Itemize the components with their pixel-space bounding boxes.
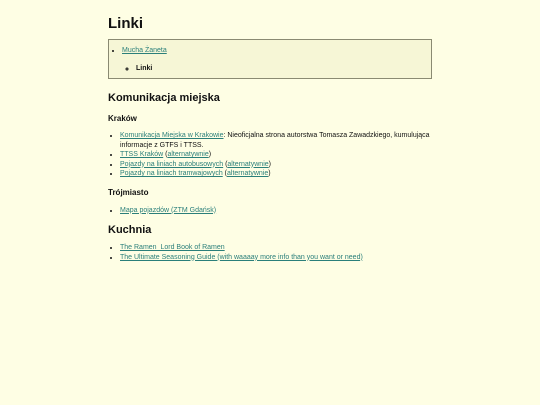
link-ttss-alternative[interactable]: alternatywnie [167, 151, 209, 158]
paren-open: ( [223, 160, 228, 168]
link-komunikacja-miejska-krakow[interactable]: Komunikacja Miejska w Krakowie [120, 132, 224, 139]
breadcrumb-sublist [122, 63, 431, 75]
breadcrumb-item [122, 45, 431, 75]
link-ramen-book[interactable]: The Ramen_Lord Book of Ramen [120, 244, 225, 251]
section-heading-kuchnia: Kuchnia [108, 224, 152, 236]
section-heading-komunikacja: Komunikacja miejska [108, 92, 220, 104]
link-description: : Nieoficjalna strona autorstwa Tomasza Zawadzkiego, kumulująca informacje z GTFS i TTSS. [120, 132, 430, 149]
list-item [120, 206, 432, 216]
subsection-heading-trojmiasto: Trójmiasto [108, 187, 149, 197]
kuchnia-link-list [108, 243, 432, 262]
subsection-heading-krakow: Kraków [108, 114, 137, 123]
breadcrumb-list [109, 45, 431, 75]
breadcrumb-current [136, 63, 431, 75]
list-item [120, 150, 432, 160]
link-bus-alternative[interactable]: alternatywnie [227, 160, 269, 168]
trojmiasto-link-list [108, 206, 432, 216]
paren-close: ) [208, 151, 212, 158]
list-item [120, 131, 432, 150]
krakow-link-list [108, 131, 432, 179]
page-title: Linki [108, 15, 144, 32]
breadcrumb [108, 39, 432, 79]
list-item [120, 160, 432, 170]
link-tram-alternative[interactable]: alternatywnie [227, 170, 269, 177]
link-bus-vehicles[interactable]: Pojazdy na liniach autobusowych [120, 160, 224, 168]
paren-open: ( [222, 170, 227, 177]
link-seasoning-guide[interactable]: The Ultimate Seasoning Guide (with waaaay more info than you want or need) [120, 253, 363, 261]
link-ztm-gdansk-map[interactable]: Mapa pojazdów (ZTM Gdańsk) [120, 206, 217, 214]
list-item [120, 253, 432, 263]
breadcrumb-current-label: Linki [136, 65, 153, 72]
paren-close: ) [268, 160, 271, 168]
main-content [108, 91, 432, 262]
link-ttss-krakow[interactable]: TTSS Kraków [120, 151, 164, 158]
breadcrumb-parent-link[interactable]: Mucha Żaneta [122, 47, 167, 54]
paren-close: ) [268, 170, 271, 177]
paren-open: ( [163, 151, 168, 158]
list-item [120, 169, 432, 179]
link-tram-vehicles[interactable]: Pojazdy na liniach tramwajowych [120, 170, 223, 177]
list-item [120, 243, 432, 253]
